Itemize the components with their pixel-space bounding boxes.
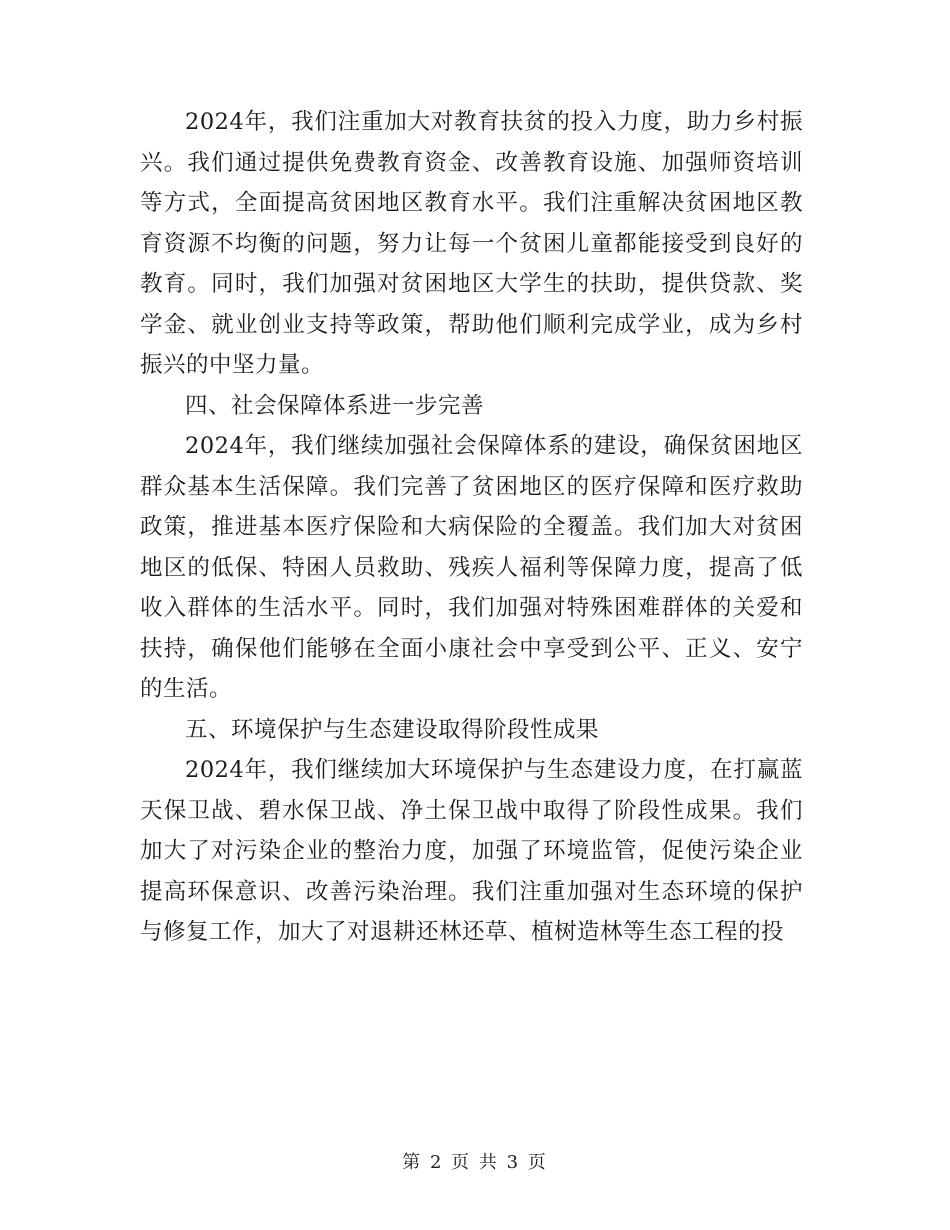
- document-body: [140, 102, 803, 953]
- heading-social-security: 四、社会保障体系进一步完善: [185, 392, 485, 419]
- paragraph-social-security: 2024年，我们继续加强社会保障体系的建设，确保贫困地区群众基本生活保障。我们完善了贫困地区的医疗保障和医疗救助政策，推进基本医疗保险和大病保险的全覆盖。我们加大对贫困地区的低保、特困人员救助、残疾人福利等保障力度，提高了低收入群体的生活水平。同时，我们加强对特殊困难群体的关爱和扶持，确保他们能够在全面小康社会中享受到公平、正义、安宁的生活。: [140, 433, 803, 702]
- page-footer: 第 2 页 共 3 页: [402, 1152, 548, 1173]
- paragraph-education: 2024年，我们注重加大对教育扶贫的投入力度，助力乡村振兴。我们通过提供免费教育资金、改善教育设施、加强师资培训等方式，全面提高贫困地区教育水平。我们注重解决贫困地区教育资源不均衡的问题，努力让每一个贫困儿童都能接受到良好的教育。同时，我们加强对贫困地区大学生的扶助，提供贷款、奖学金、就业创业支持等政策，帮助他们顺利完成学业，成为乡村振兴的中坚力量。: [140, 109, 803, 378]
- heading-environment: 五、环境保护与生态建设取得阶段性成果: [185, 716, 600, 743]
- paragraph-environment: 2024年，我们继续加大环境保护与生态建设力度，在打赢蓝天保卫战、碧水保卫战、净土保卫战中取得了阶段性成果。我们加大了对污染企业的整治力度，加强了环境监管，促使污染企业提高环保意识、改善污染治理。我们注重加强对生态环境的保护与修复工作，加大了对退耕还林还草、植树造林等生态工程的投: [140, 757, 803, 945]
